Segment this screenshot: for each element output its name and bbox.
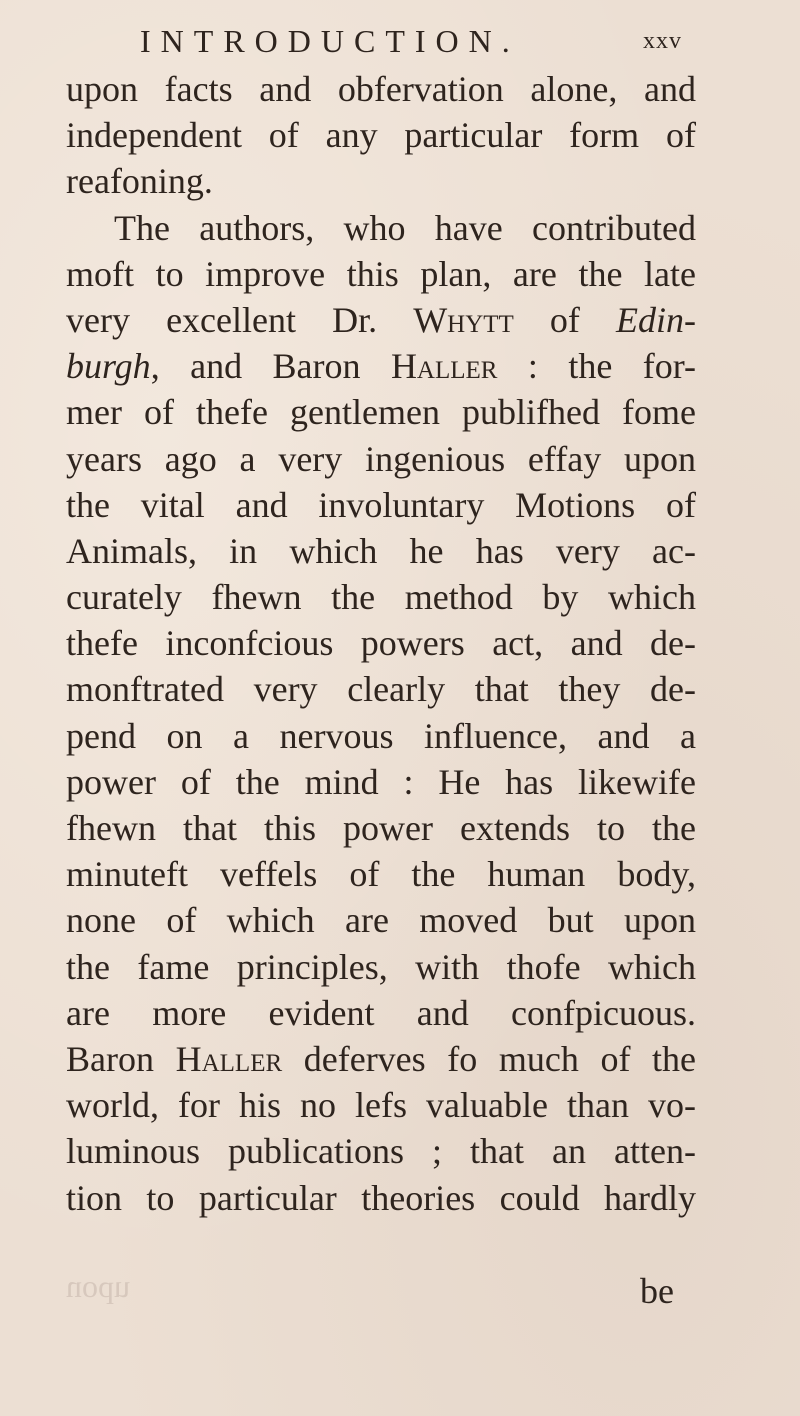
text-run: of [513, 299, 617, 340]
running-head [140, 18, 700, 64]
text-line: pend on a nervous influence, and a [66, 715, 696, 756]
place-edinburgh-cont: burgh [66, 346, 151, 387]
text-line: moft to improve this plan, are the late [66, 253, 696, 294]
name-whytt: Whytt [413, 299, 514, 340]
text-line: thefe inconfcious powers act, and de- [66, 623, 696, 664]
text-run: , and Baron [150, 346, 391, 387]
text-line [66, 297, 696, 343]
text-line: are more evident and confpicuous. [66, 992, 696, 1033]
text-line: curately fhewn the method by which [66, 577, 696, 618]
text-line: mer of thefe gentlemen publifhed fome [66, 392, 696, 433]
name-haller: Haller [175, 1038, 283, 1079]
text-line: monftrated very clearly that they de- [66, 669, 696, 710]
text-line: minuteft veffels of the human body, [66, 854, 696, 895]
text-line: luminous publications ; that an atten- [66, 1131, 696, 1172]
place-edinburgh: Edin- [616, 299, 696, 340]
text-line: none of which are moved but upon [66, 900, 696, 941]
text-line: tion to particular theories could hardly [66, 1177, 696, 1218]
page-number: xxv [643, 28, 682, 54]
catchword: be [640, 1271, 674, 1311]
text-line: world, for his no lefs valuable than vo- [66, 1085, 696, 1126]
text-run: : the for- [497, 346, 696, 387]
text-line: independent of any particular form of [66, 115, 696, 156]
text-line: fhewn that this power extends to the [66, 808, 696, 848]
name-haller: Haller [390, 346, 498, 387]
text-run: very excellent Dr. [66, 299, 414, 340]
body-text [66, 66, 696, 1221]
paragraph-start-line: The authors, who have contributed [114, 207, 696, 248]
text-line [66, 343, 696, 389]
text-run: Baron [66, 1038, 176, 1079]
text-run: deferves fo much of the [282, 1038, 697, 1079]
text-line: reafoning. [66, 161, 213, 202]
chapter-title: INTRODUCTION. [140, 23, 520, 59]
text-line: Animals, in which he has very ac- [66, 530, 696, 571]
text-line: the fame principles, with thofe which [66, 946, 696, 987]
text-line: the vital and involuntary Motions of [66, 484, 696, 525]
text-line [66, 1036, 696, 1082]
text-line: power of the mind : He has likewife [66, 761, 696, 802]
bleed-through-text: upon [66, 1268, 130, 1304]
text-line: years ago a very ingenious effay upon [66, 438, 696, 479]
text-line: upon facts and obfervation alone, and [66, 69, 696, 109]
